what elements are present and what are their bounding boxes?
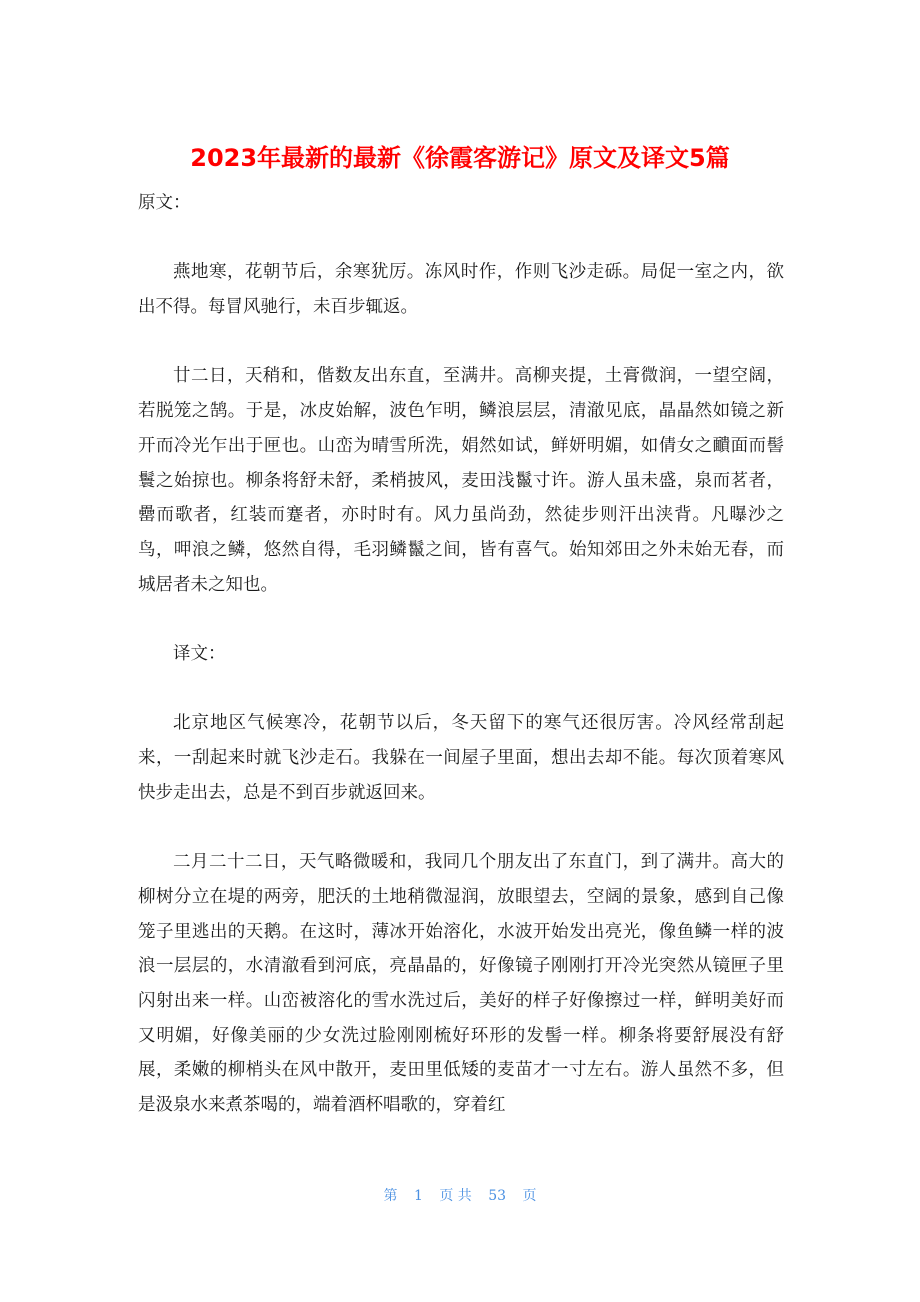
spacer xyxy=(138,602,784,637)
spacer xyxy=(138,221,784,256)
footer-prefix: 第 xyxy=(383,1188,398,1204)
current-page-number: 1 xyxy=(413,1188,423,1204)
original-paragraph-1: 燕地寒，花朝节后，余寒犹厉。冻风时作，作则飞沙走砾。局促一室之内，欲出不得。每冒风驰行，未百步辄返。 xyxy=(138,262,784,318)
translation-paragraph-1: 北京地区气候寒冷，花朝节以后，冬天留下的寒气还很厉害。冷风经常刮起来，一刮起来时就飞沙走石。我躲在一间屋子里面，想出去却不能。每次顶着寒风快步走出去，总是不到百步就返回来。 xyxy=(138,713,784,803)
page-footer xyxy=(0,1184,920,1208)
spacer xyxy=(138,325,784,360)
footer-middle: 页 共 xyxy=(439,1188,472,1204)
document-title: 2023年最新的最新《徐霞客游记》原文及译文5篇 xyxy=(190,144,730,172)
translation-label: 译文： xyxy=(173,644,226,665)
document-body xyxy=(138,186,784,1123)
footer-suffix: 页 xyxy=(522,1188,537,1204)
original-paragraph-2: 廿二日，天稍和，偕数友出东直，至满井。高柳夹提，土膏微润，一望空阔，若脱笼之鹄。于是，冰皮始解，波色乍明，鳞浪层层，清澈见底，晶晶然如镜之新开而冷光乍出于匣也。山峦为晴雪所洗，娟然如试，鲜妍明媚，如倩女之靧面而髻鬟之始掠也。柳条将舒未舒，柔梢披风，麦田浅鬣寸许。游人虽未盛，泉而茗者，罍而歌者，红装而蹇者，亦时时有。风力虽尚劲，然徒步则汗出浃背。凡曝沙之鸟，呷浪之鳞，悠然自得，毛羽鳞鬣之间，皆有喜气。始知郊田之外未始无春，而城居者未之知也。 xyxy=(138,366,784,595)
total-pages: 53 xyxy=(488,1188,507,1204)
translation-paragraph-2: 二月二十二日，天气略微暖和，我同几个朋友出了东直门，到了满井。高大的柳树分立在堤的两旁，肥沃的土地稍微湿润，放眼望去，空阔的景象，感到自己像笼子里逃出的天鹅。在这时，薄冰开始溶化，水波开始发出亮光，像鱼鳞一样的波浪一层层的，水清澈看到河底，亮晶晶的，好像镜子刚刚打开冷光突然从镜匣子里闪射出来一样。山峦被溶化的雪水洗过后，美好的样子好像擦过一样，鲜明美好而又明媚，好像美丽的少女洗过脸刚刚梳好环形的发髻一样。柳条将要舒展没有舒展，柔嫩的柳梢头在风中散开，麦田里低矮的麦苗才一寸左右。游人虽然不多，但是汲泉水来煮茶喝的，端着酒杯唱歌的，穿着红 xyxy=(138,852,784,1116)
original-label: 原文： xyxy=(138,193,191,213)
spacer xyxy=(138,811,784,846)
spacer xyxy=(138,672,784,707)
